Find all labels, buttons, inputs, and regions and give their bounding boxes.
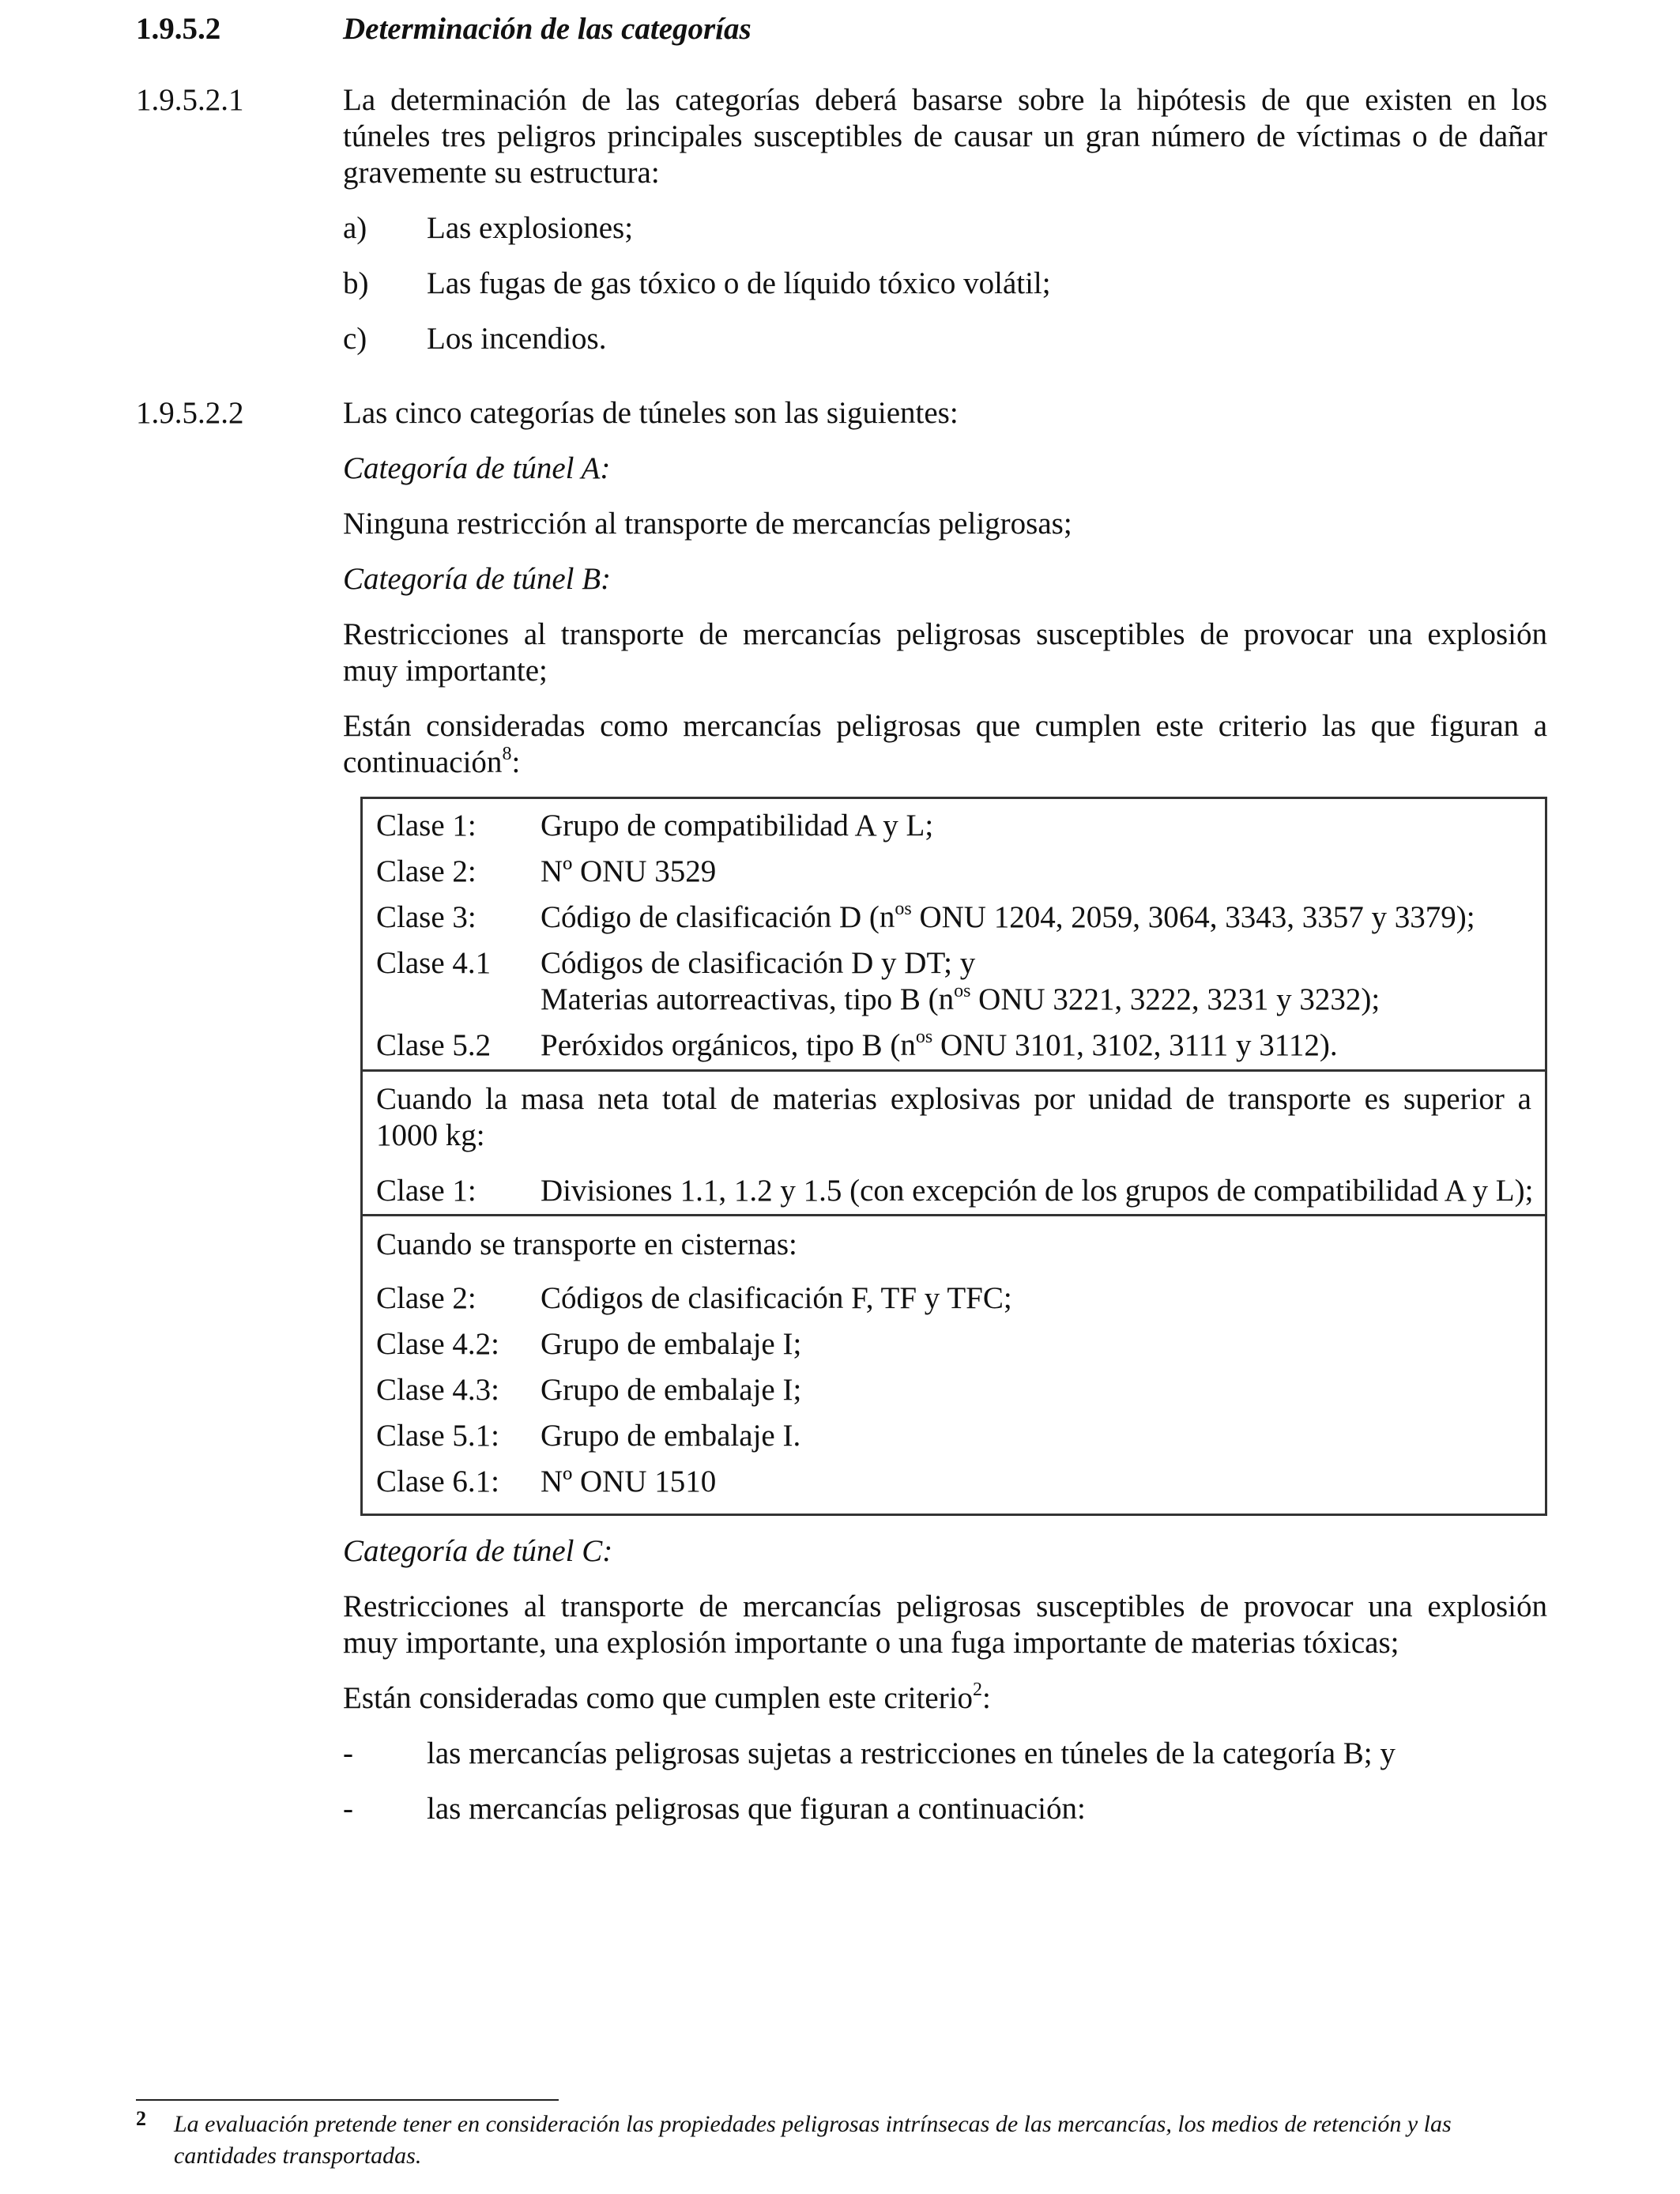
table-description: Códigos de clasificación D y DT; y: [541, 946, 976, 980]
category-c-line: Restricciones al transporte de mercancías peligrosas susceptibles de provocar una explosión: [343, 1589, 1547, 1623]
list-item: Las explosiones;: [427, 211, 634, 245]
table-class: Clase 5.1:: [376, 1419, 499, 1453]
section-number: 1.9.5.2: [136, 12, 221, 46]
bullet-marker: -: [343, 1792, 353, 1826]
table-divider: [360, 1069, 1547, 1072]
category-c-title: Categoría de túnel C:: [343, 1534, 613, 1568]
category-c-criterion: Están consideradas como que cumplen este criterio$^2$:: [343, 1679, 991, 1715]
table-description: Nº ONU 3529: [541, 854, 717, 888]
list-item: Las fugas de gas tóxico o de líquido tóxico volátil;: [427, 266, 1051, 300]
category-b-line: Restricciones al transporte de mercancías peligrosas susceptibles de provocar una explosión: [343, 617, 1547, 651]
category-b-criterion-line: Están consideradas como mercancías peligrosas que cumplen este criterio las que figuran a: [343, 709, 1547, 743]
table-description: Grupo de embalaje I;: [541, 1327, 802, 1361]
table-description: Peróxidos orgánicos, tipo B ($n^{os}$ ONU 3101, 3102, 3111 y 3112).: [541, 1027, 1338, 1062]
category-b-criterion-line: continuación$^8$:: [343, 744, 521, 779]
table-description: Grupo de embalaje I.: [541, 1419, 801, 1453]
table-class: Clase 2:: [376, 1281, 477, 1315]
list-item: Los incendios.: [427, 322, 607, 356]
bullet-marker: -: [343, 1736, 353, 1770]
footnote-separator: [136, 2099, 559, 2101]
paragraph-line: La determinación de las categorías deberá basarse sobre la hipótesis de que existen en los: [343, 83, 1547, 117]
table-description: Códigos de clasificación F, TF y TFC;: [541, 1281, 1012, 1315]
paragraph-text: Las cinco categorías de túneles son las siguientes:: [343, 396, 959, 430]
table-class: Clase 1:: [376, 1174, 477, 1208]
paragraph-number: 1.9.5.2.1: [136, 83, 244, 117]
table-description: Grupo de embalaje I;: [541, 1373, 802, 1407]
bullet-item: las mercancías peligrosas que figuran a continuación:: [427, 1792, 1086, 1826]
table-class: Clase 4.1: [376, 946, 492, 980]
footnote-ref[interactable]: 8: [502, 744, 512, 764]
list-marker: c): [343, 322, 367, 356]
category-b-line: muy importante;: [343, 654, 548, 688]
list-marker: a): [343, 211, 367, 245]
category-c-line: muy importante, una explosión importante o una fuga importante de materias tóxicas;: [343, 1626, 1399, 1660]
paragraph-number: 1.9.5.2.2: [136, 396, 244, 430]
paragraph-line: gravemente su estructura:: [343, 156, 660, 190]
table-divider: [360, 1214, 1547, 1216]
table-section-line: Cuando la masa neta total de materias explosivas por unidad de transporte es superior a: [376, 1082, 1531, 1116]
table-description: Grupo de compatibilidad A y L;: [541, 809, 934, 843]
table-description: Materias autorreactivas, tipo B ($n^{os}$ ONU 3221, 3222, 3231 y 3232);: [541, 981, 1381, 1016]
category-a-title: Categoría de túnel A:: [343, 451, 611, 485]
footnote-ref[interactable]: 2: [973, 1679, 983, 1700]
table-class: Clase 4.3:: [376, 1373, 499, 1407]
category-b-title: Categoría de túnel B:: [343, 562, 612, 596]
footnote-number: 2: [136, 2107, 146, 2130]
table-class: Clase 3:: [376, 900, 477, 934]
footnote-text: La evaluación pretende tener en consideración las propiedades peligrosas intrínsecas de las mercancías, los medios de retención y las cantidades transportadas.: [174, 2111, 1452, 2169]
table-description: Nº ONU 1510: [541, 1465, 717, 1498]
table-class: Clase 5.2: [376, 1028, 492, 1062]
table-section-title: Cuando se transporte en cisternas:: [376, 1227, 797, 1261]
table-class: Clase 4.2:: [376, 1327, 499, 1361]
table-description: Código de clasificación D ($n^{os}$ ONU 1204, 2059, 3064, 3343, 3357 y 3379);: [541, 899, 1475, 934]
category-a-text: Ninguna restricción al transporte de mercancías peligrosas;: [343, 507, 1072, 541]
table-description: Divisiones 1.1, 1.2 y 1.5 (con excepción de los grupos de compatibilidad A y L);: [541, 1174, 1534, 1208]
bullet-item: las mercancías peligrosas sujetas a restricciones en túneles de la categoría B; y: [427, 1736, 1396, 1770]
table-class: Clase 2:: [376, 854, 477, 888]
paragraph-line: túneles tres peligros principales susceptibles de causar un gran número de víctimas o de dañar: [343, 119, 1547, 153]
table-section-line: 1000 kg:: [376, 1118, 485, 1152]
table-class: Clase 6.1:: [376, 1465, 499, 1498]
table-class: Clase 1:: [376, 809, 477, 843]
list-marker: b): [343, 266, 369, 300]
section-title: Determinación de las categorías: [343, 12, 751, 46]
